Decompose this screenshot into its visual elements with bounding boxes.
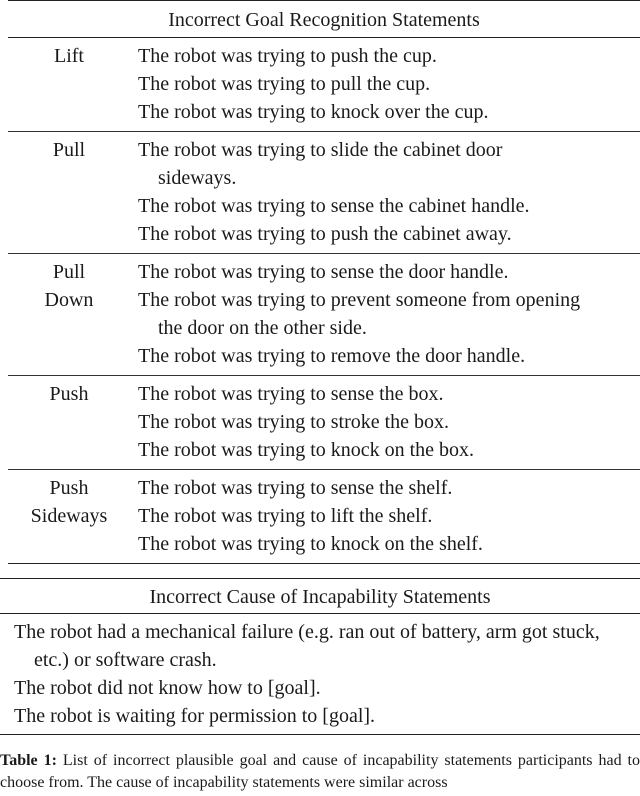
row-label: Push xyxy=(49,383,89,405)
row-label xyxy=(8,258,130,370)
cause-table-header: Incorrect Cause of Incapability Statements xyxy=(0,579,640,614)
statement: The robot was trying to remove the door handle. xyxy=(138,345,526,367)
statement: The robot had a mechanical failure (e.g. ran out of battery, arm got stuck, etc.) or software crash. xyxy=(14,621,600,671)
caption-label: Table 1: xyxy=(0,752,57,769)
row-label xyxy=(8,474,130,558)
table-row-push xyxy=(8,376,640,470)
statement: The robot was trying to pull the cup. xyxy=(138,73,431,95)
row-label-line: Pull xyxy=(52,261,86,283)
statement: The robot was trying to knock on the box. xyxy=(138,439,475,461)
statement: The robot is waiting for permission to [goal]. xyxy=(14,705,376,727)
row-label-line: Sideways xyxy=(30,505,108,527)
statement: The robot was trying to sense the door handle. xyxy=(138,261,509,283)
caption-text: List of incorrect plausible goal and cause of incapability statements participants had to choose from. The cause of incapability statements were similar across xyxy=(0,752,640,791)
row-label-line: Push xyxy=(49,477,89,499)
statement: The robot was trying to knock on the shelf. xyxy=(138,533,483,555)
table-row-push-sideways xyxy=(8,470,640,563)
statement: The robot was trying to lift the shelf. xyxy=(138,505,433,527)
row-label: Pull xyxy=(52,139,86,161)
statement: The robot was trying to sense the box. xyxy=(138,383,444,405)
statement: The robot did not know how to [goal]. xyxy=(14,677,321,699)
statement: The robot was trying to sense the shelf. xyxy=(138,477,453,499)
statement: The robot was trying to knock over the cup. xyxy=(138,101,489,123)
table-caption xyxy=(0,750,640,794)
goal-recognition-table xyxy=(8,0,640,564)
goal-table-header: Incorrect Goal Recognition Statements xyxy=(8,1,640,38)
statement: The robot was trying to push the cabinet away. xyxy=(138,223,512,245)
statement: The robot was trying to sense the cabinet handle. xyxy=(138,195,530,217)
table-row-pull xyxy=(8,132,640,254)
cause-of-incapability-table xyxy=(0,578,640,735)
table-row-lift xyxy=(8,38,640,132)
statement: The robot was trying to prevent someone from opening the door on the other side. xyxy=(138,289,581,339)
statement: The robot was trying to slide the cabinet door sideways. xyxy=(138,139,503,189)
statement: The robot was trying to stroke the box. xyxy=(138,411,450,433)
row-label: Lift xyxy=(54,45,84,67)
table-row-pull-down xyxy=(8,254,640,376)
row-label-line: Down xyxy=(44,289,94,311)
statement: The robot was trying to push the cup. xyxy=(138,45,437,67)
